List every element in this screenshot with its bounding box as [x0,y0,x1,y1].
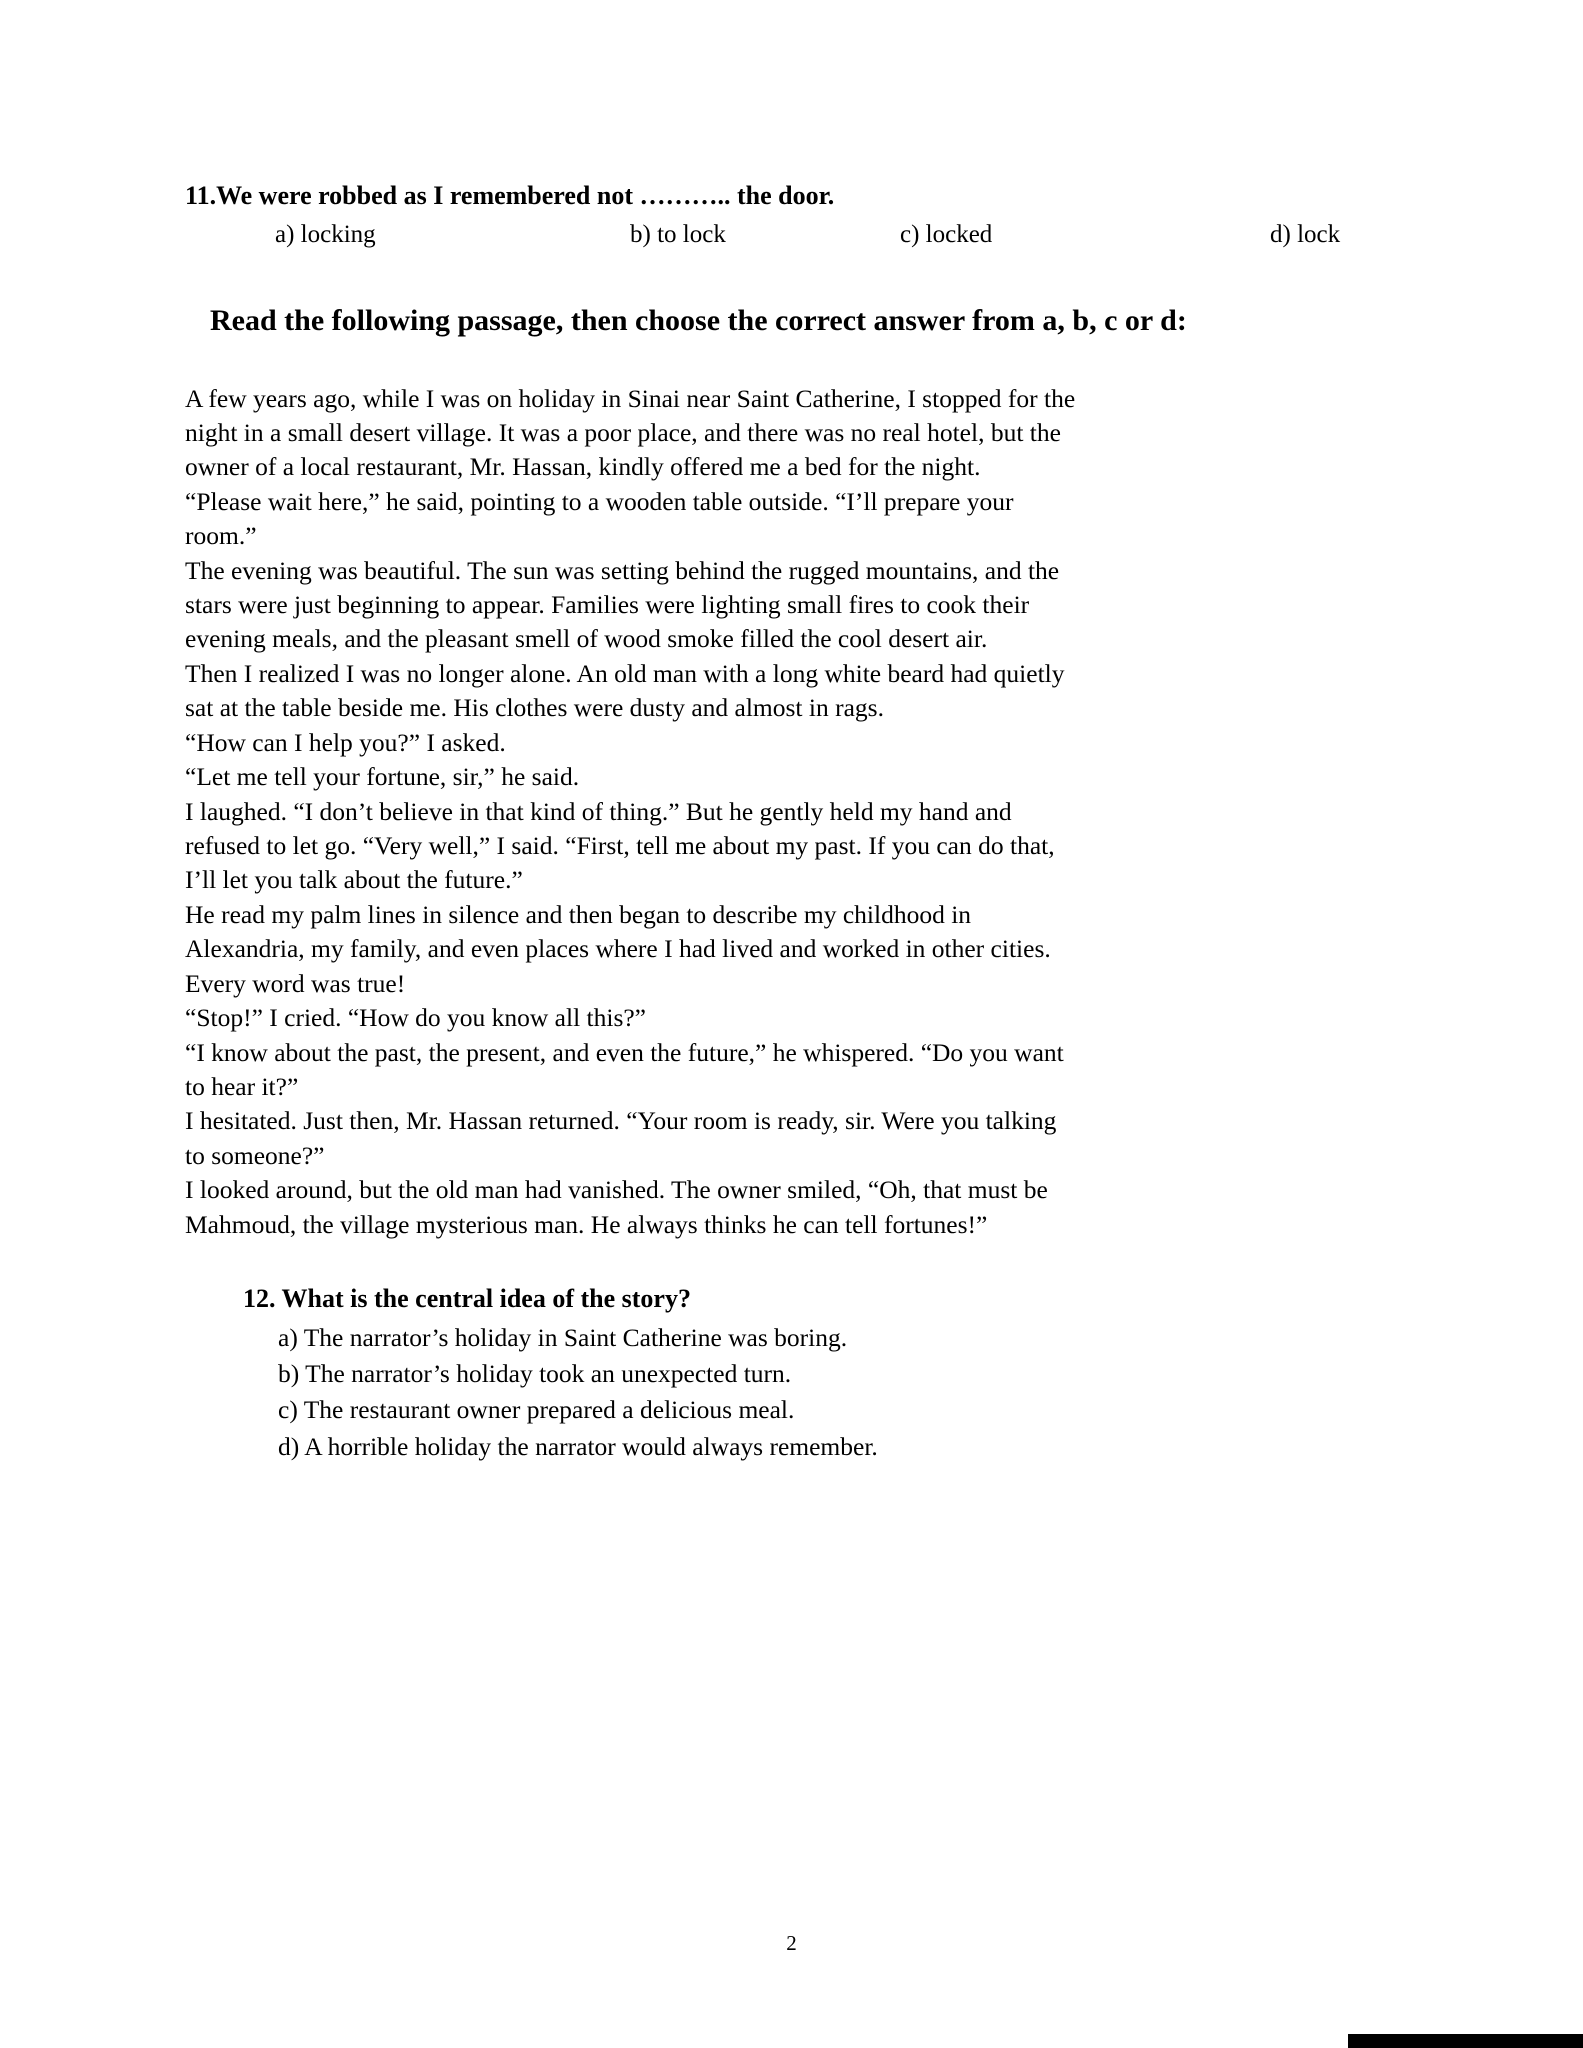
passage-line: I’ll let you talk about the future.” [185,865,523,895]
question-11-number: 11. [185,181,217,210]
passage-line: “Please wait here,” he said, pointing to a wooden table outside. “I’ll prepare your [185,486,1014,516]
question-12-option-b[interactable]: b) The narrator’s holiday took an unexpected turn. [278,1359,792,1389]
passage-line: sat at the table beside me. His clothes were dusty and almost in rags. [185,693,884,723]
bottom-black-bar [1348,2034,1583,2048]
passage-line: night in a small desert village. It was a poor place, and there was no real hotel, but the [185,417,1061,447]
question-11-option-b[interactable]: b) to lock [630,220,726,248]
question-12-options [278,1320,1463,1465]
question-12-option-c[interactable]: c) The restaurant owner prepared a delicious meal. [278,1395,795,1425]
passage-line: A few years ago, while I was on holiday in Sinai near Saint Catherine, I stopped for the [185,383,1076,413]
reading-passage [185,382,1415,1243]
question-12-option-a[interactable]: a) The narrator’s holiday in Saint Catherine was boring. [278,1323,848,1353]
passage-line: to hear it?” [185,1071,299,1101]
page-number: 2 [786,1931,797,1955]
question-12-stem: 12. What is the central idea of the story? [243,1284,691,1314]
question-11-option-d[interactable]: d) lock [1270,220,1341,248]
passage-instruction: Read the following passage, then choose the correct answer from a, b, c or d: [210,303,1187,337]
question-12 [243,1284,1463,1465]
question-11-option-c[interactable]: c) locked [900,220,993,248]
passage-line: “I know about the past, the present, and even the future,” he whispered. “Do you want [185,1037,1064,1067]
question-11-text: We were robbed as I remembered not ……….. the door. [216,181,835,210]
passage-line: I laughed. “I don’t believe in that kind of thing.” But he gently held my hand and [185,796,1012,826]
passage-line: evening meals, and the pleasant smell of wood smoke filled the cool desert air. [185,624,988,654]
passage-line: Then I realized I was no longer alone. An old man with a long white beard had quietly [185,658,1065,688]
passage-line: The evening was beautiful. The sun was setting behind the rugged mountains, and the [185,555,1060,585]
passage-line: Alexandria, my family, and even places where I had lived and worked in other cities. [185,934,1051,964]
passage-line: owner of a local restaurant, Mr. Hassan, kindly offered me a bed for the night. [185,452,981,482]
passage-line: Every word was true! [185,968,406,998]
question-11 [185,180,1463,249]
passage-line: “Stop!” I cried. “How do you know all this?” [185,1003,647,1033]
passage-line: refused to let go. “Very well,” I said. “First, tell me about my past. If you can do that, [185,830,1055,860]
passage-line: “Let me tell your fortune, sir,” he said. [185,762,580,792]
passage-line: Mahmoud, the village mysterious man. He always thinks he can tell fortunes!” [185,1209,988,1239]
passage-line: room.” [185,521,257,551]
passage-line: I looked around, but the old man had vanished. The owner smiled, “Oh, that must be [185,1175,1048,1205]
passage-line: He read my palm lines in silence and then began to describe my childhood in [185,899,972,929]
question-11-options [275,221,1463,249]
passage-line: “How can I help you?” I asked. [185,727,506,757]
passage-line: I hesitated. Just then, Mr. Hassan returned. “Your room is ready, sir. Were you talking [185,1106,1057,1136]
question-12-option-d[interactable]: d) A horrible holiday the narrator would always remember. [278,1431,878,1461]
passage-line: stars were just beginning to appear. Families were lighting small fires to cook their [185,590,1030,620]
passage-line: to someone?” [185,1140,325,1170]
question-11-option-a[interactable]: a) locking [275,220,376,248]
question-11-stem [185,180,1463,213]
